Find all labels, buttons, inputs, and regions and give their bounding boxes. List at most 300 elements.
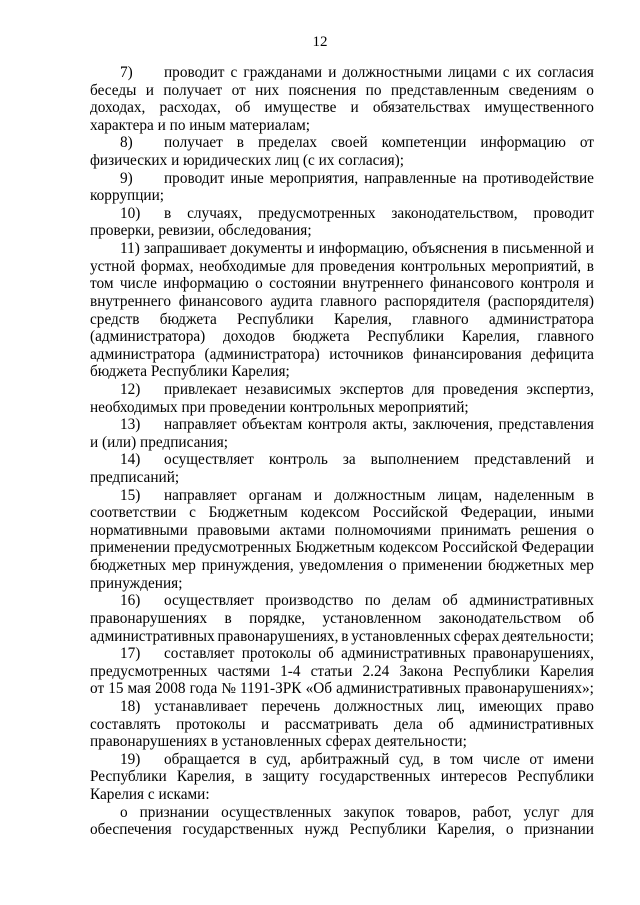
text-line: коррупции; bbox=[90, 187, 165, 205]
document-body bbox=[90, 64, 594, 839]
word: правонарушениях, bbox=[473, 645, 594, 663]
word: представлений bbox=[474, 451, 571, 469]
text-line bbox=[90, 451, 594, 469]
text-line: правонарушениях в установленных сферах деятельности; bbox=[90, 733, 467, 751]
text-line bbox=[90, 258, 594, 276]
word: обращается bbox=[164, 750, 240, 768]
word: рассматривать bbox=[284, 715, 379, 733]
word: в bbox=[586, 257, 594, 275]
word: информацию, bbox=[318, 240, 409, 258]
word: направляет bbox=[164, 486, 237, 504]
word: от bbox=[231, 81, 246, 99]
word: доходах, bbox=[90, 99, 146, 117]
text-line bbox=[90, 170, 594, 188]
word: предусмотренных bbox=[258, 204, 376, 222]
word: услуг bbox=[523, 803, 560, 821]
word: административных bbox=[469, 592, 594, 610]
text-line bbox=[90, 645, 594, 663]
text-line bbox=[90, 64, 594, 82]
word: и bbox=[260, 715, 270, 733]
word: Республики bbox=[517, 768, 594, 786]
word: правовыми bbox=[197, 521, 270, 539]
word: предусмотренных bbox=[174, 539, 292, 557]
word: документы bbox=[230, 240, 303, 258]
text-line bbox=[90, 821, 594, 839]
word: в bbox=[491, 240, 499, 258]
word: право bbox=[556, 697, 594, 715]
word: беседы bbox=[90, 81, 137, 99]
word: осуществленных bbox=[221, 803, 332, 821]
word: заключения, bbox=[412, 416, 494, 434]
word: 11) bbox=[120, 240, 140, 258]
word: сведениям bbox=[508, 81, 577, 99]
word: Республики bbox=[237, 310, 314, 328]
word: иные bbox=[230, 169, 264, 187]
text-line bbox=[90, 592, 594, 610]
text-line bbox=[90, 293, 594, 311]
word: компетенции bbox=[381, 134, 467, 152]
word: представленным bbox=[390, 81, 500, 99]
word: производство bbox=[265, 592, 354, 610]
word: решения bbox=[520, 521, 577, 539]
word: протоколы bbox=[241, 645, 312, 663]
word: «Об bbox=[305, 680, 333, 698]
word: кодексом bbox=[378, 539, 439, 557]
word: и bbox=[145, 81, 154, 99]
word: Республики bbox=[90, 768, 167, 786]
word: в bbox=[224, 609, 232, 627]
text-line bbox=[90, 610, 594, 628]
word: закупок bbox=[343, 803, 395, 821]
text-line: характера и по иным материалам; bbox=[90, 116, 311, 134]
word: письменной bbox=[502, 240, 582, 258]
word: финансового bbox=[429, 275, 514, 293]
item-number: 7) bbox=[120, 64, 133, 81]
page-number: 12 bbox=[312, 34, 328, 50]
word: информацию bbox=[480, 134, 566, 152]
word: аудита bbox=[270, 292, 313, 310]
word: получает bbox=[163, 81, 223, 99]
word: расходах, bbox=[159, 99, 221, 117]
word: уведомления bbox=[299, 557, 384, 575]
word: от bbox=[529, 750, 544, 768]
word: о bbox=[120, 803, 128, 821]
word: том bbox=[449, 750, 474, 768]
word: об bbox=[234, 99, 251, 117]
text-line: проверки, ревизии, обследования; bbox=[90, 222, 312, 240]
word: экспертов bbox=[339, 380, 404, 398]
item-text bbox=[164, 451, 594, 469]
text-line: Карелия с исками: bbox=[90, 785, 210, 803]
word: об bbox=[318, 645, 334, 663]
word: внутреннего bbox=[342, 275, 424, 293]
word: должностными bbox=[342, 64, 442, 81]
word: в bbox=[433, 750, 441, 768]
word: составлять bbox=[90, 715, 161, 733]
word: представления bbox=[498, 416, 594, 434]
word: суд, bbox=[398, 750, 424, 768]
word: в bbox=[244, 768, 253, 786]
word: контроля bbox=[307, 416, 367, 434]
item-number: 12) bbox=[120, 380, 141, 398]
word: Российской bbox=[442, 539, 518, 557]
word: проводит bbox=[533, 204, 594, 222]
word: доходов bbox=[222, 328, 275, 346]
word: выполнением bbox=[370, 451, 460, 469]
text-line bbox=[90, 716, 594, 734]
word: нужд bbox=[304, 821, 339, 839]
word: лиц, bbox=[437, 697, 465, 715]
word: государственных bbox=[319, 768, 431, 786]
word: и bbox=[350, 99, 359, 117]
item-number: 10) bbox=[120, 204, 141, 222]
word: административных bbox=[90, 627, 215, 645]
word: дефицита bbox=[531, 345, 594, 363]
word: мер bbox=[569, 557, 594, 575]
text-line: принуждения; bbox=[90, 574, 183, 592]
word: Бюджетным bbox=[208, 504, 288, 522]
word: информацию bbox=[163, 275, 249, 293]
word: о bbox=[388, 557, 397, 575]
word: Республики bbox=[453, 662, 530, 680]
word: Федерации bbox=[521, 539, 594, 557]
word: применении bbox=[90, 539, 171, 557]
word: органам bbox=[248, 486, 302, 504]
word: распорядителя bbox=[384, 292, 481, 310]
word: бюджетных bbox=[90, 557, 167, 575]
word: (администратора) bbox=[204, 345, 320, 363]
word: устной bbox=[90, 257, 136, 275]
word: актами bbox=[279, 521, 326, 539]
word: средств bbox=[90, 310, 140, 328]
word: числе bbox=[482, 750, 520, 768]
word: гражданами bbox=[243, 64, 323, 81]
word: об bbox=[578, 609, 594, 627]
word: случаях, bbox=[187, 204, 243, 222]
word: законодательством bbox=[438, 609, 562, 627]
word: года bbox=[189, 680, 218, 698]
text-line bbox=[90, 311, 594, 329]
word: главного bbox=[412, 310, 469, 328]
word: финансирования bbox=[412, 345, 522, 363]
item-text bbox=[164, 416, 594, 434]
word: о bbox=[255, 275, 263, 293]
item-text bbox=[164, 645, 594, 663]
word: имеющих bbox=[478, 697, 543, 715]
word: для bbox=[412, 380, 435, 398]
word: дела bbox=[393, 715, 423, 733]
item-text bbox=[164, 64, 594, 82]
word: внутреннего bbox=[90, 292, 172, 310]
word: установленном bbox=[322, 609, 422, 627]
word: объектам bbox=[242, 416, 303, 434]
word: протоколы bbox=[176, 715, 246, 733]
word: полномочиями bbox=[334, 521, 432, 539]
word: 18) bbox=[120, 697, 141, 715]
text-line: бюджета Республики Карелия; bbox=[90, 363, 290, 381]
word: состоянии bbox=[269, 275, 337, 293]
text-line bbox=[90, 82, 594, 100]
text-line bbox=[90, 522, 594, 540]
word: товаров, bbox=[406, 803, 461, 821]
word: защиту bbox=[262, 768, 310, 786]
word: (администратора) bbox=[90, 328, 206, 346]
text-line bbox=[90, 557, 594, 575]
word: от bbox=[579, 134, 594, 152]
text-line: и (или) предписания; bbox=[90, 433, 229, 451]
item-text bbox=[164, 205, 594, 223]
word: в bbox=[164, 204, 172, 222]
word: них bbox=[255, 81, 280, 99]
word: Федерации, bbox=[460, 504, 537, 522]
word: для bbox=[571, 803, 594, 821]
word: правонарушениях, bbox=[217, 627, 339, 645]
word: осуществляет bbox=[164, 592, 254, 610]
text-line bbox=[90, 487, 594, 505]
word: Российской bbox=[372, 504, 448, 522]
word: формах, bbox=[140, 257, 194, 275]
word: и bbox=[328, 64, 337, 81]
word: Карелия bbox=[539, 662, 594, 680]
word: частями bbox=[217, 662, 271, 680]
text-line bbox=[90, 663, 594, 681]
item-number: 19) bbox=[120, 750, 141, 768]
word: предусмотренных bbox=[90, 662, 208, 680]
word: административных bbox=[336, 680, 461, 698]
word: на bbox=[462, 169, 478, 187]
word: признании bbox=[139, 803, 210, 821]
word: контроля bbox=[520, 275, 580, 293]
item-text bbox=[164, 487, 594, 505]
item-number: 14) bbox=[120, 451, 141, 469]
word: мероприятия, bbox=[269, 169, 359, 187]
word: нормативными bbox=[90, 521, 188, 539]
text-line bbox=[90, 698, 594, 716]
word: с bbox=[189, 504, 196, 522]
item-text bbox=[164, 134, 594, 152]
word: применении bbox=[402, 557, 483, 575]
word: принимать bbox=[440, 521, 511, 539]
word: кодексом bbox=[300, 504, 360, 522]
word: необходимые bbox=[199, 257, 287, 275]
word: финансового bbox=[178, 292, 263, 310]
word: объяснения bbox=[412, 240, 488, 258]
word: Республики bbox=[367, 328, 445, 346]
word: мер bbox=[171, 557, 196, 575]
word: Бюджетным bbox=[295, 539, 375, 557]
text-line bbox=[90, 768, 594, 786]
item-text bbox=[164, 381, 594, 399]
word: акты, bbox=[372, 416, 408, 434]
word: с bbox=[502, 64, 510, 81]
word: привлекает bbox=[164, 380, 237, 398]
word: мероприятий, bbox=[491, 257, 582, 275]
word: и bbox=[306, 240, 315, 258]
word: обязательствах bbox=[372, 99, 471, 117]
word: 2.24 bbox=[362, 662, 390, 680]
item-text bbox=[164, 170, 594, 188]
word: администратора bbox=[90, 345, 196, 363]
word: обеспечения bbox=[90, 821, 172, 839]
word: арбитражный bbox=[300, 750, 390, 768]
word: 1191-ЗРК bbox=[240, 680, 302, 698]
word: правонарушениях bbox=[90, 609, 208, 627]
word: для bbox=[291, 257, 315, 275]
word: пределах bbox=[257, 134, 318, 152]
word: интересов bbox=[440, 768, 508, 786]
text-line bbox=[90, 205, 594, 223]
word: Карелия, bbox=[437, 821, 495, 839]
word: контроль bbox=[268, 451, 328, 469]
text-line bbox=[90, 328, 594, 346]
text-line bbox=[90, 751, 594, 769]
word: лицам, bbox=[437, 486, 483, 504]
text-line: необходимых при проведении контрольных мероприятий; bbox=[90, 398, 469, 416]
text-line bbox=[90, 381, 594, 399]
word: от bbox=[90, 680, 105, 698]
word: направляет bbox=[164, 416, 237, 434]
word: в bbox=[586, 486, 594, 504]
word: лицами bbox=[448, 64, 497, 81]
word: № bbox=[221, 680, 236, 698]
word: независимых bbox=[245, 380, 332, 398]
word: об bbox=[442, 592, 458, 610]
word: соответствии bbox=[90, 504, 177, 522]
word: их bbox=[515, 64, 532, 81]
word: запрашивает bbox=[143, 240, 227, 258]
word: имени bbox=[552, 750, 594, 768]
word: (распорядителя) bbox=[487, 292, 594, 310]
word: по bbox=[364, 592, 381, 610]
word: источников bbox=[329, 345, 404, 363]
word: установленных bbox=[351, 627, 451, 645]
item-number: 8) bbox=[120, 134, 133, 152]
word: законодательством, bbox=[391, 204, 518, 222]
word: наделенным bbox=[494, 486, 575, 504]
word: проведения bbox=[442, 380, 519, 398]
text-line bbox=[90, 416, 594, 434]
text-line bbox=[90, 99, 594, 117]
word: с bbox=[230, 64, 238, 81]
word: работ, bbox=[472, 803, 512, 821]
word: получает bbox=[164, 134, 223, 152]
word: в bbox=[341, 627, 349, 645]
word: признании bbox=[524, 821, 594, 839]
word: суд, bbox=[266, 750, 291, 768]
word: бюджета bbox=[292, 328, 350, 346]
word: экспертиз, bbox=[526, 380, 594, 398]
text-line: физических и юридических лиц (с их согласия); bbox=[90, 152, 404, 170]
word: административных bbox=[341, 645, 466, 663]
word: том bbox=[90, 275, 114, 293]
text-line bbox=[90, 134, 594, 152]
word: 15 bbox=[108, 680, 124, 698]
word: мая bbox=[127, 680, 151, 698]
word: должностным bbox=[334, 486, 426, 504]
text-line bbox=[90, 275, 594, 293]
word: Карелия, bbox=[176, 768, 235, 786]
word: перечень bbox=[261, 697, 321, 715]
word: бюджета bbox=[159, 310, 217, 328]
text-line: предписаний; bbox=[90, 469, 180, 487]
item-number: 15) bbox=[120, 486, 141, 504]
word: об bbox=[438, 715, 454, 733]
word: проводит bbox=[164, 64, 225, 81]
word: главного bbox=[320, 292, 377, 310]
item-text bbox=[164, 751, 594, 769]
word: статьи bbox=[310, 662, 353, 680]
word: противодействие bbox=[483, 169, 594, 187]
word: о bbox=[586, 521, 594, 539]
item-number: 16) bbox=[120, 592, 141, 610]
word: проведения bbox=[319, 257, 395, 275]
word: сферах bbox=[453, 627, 500, 645]
text-line bbox=[90, 628, 594, 646]
word: иными bbox=[549, 504, 594, 522]
item-number: 13) bbox=[120, 416, 141, 434]
word: Карелия, bbox=[461, 328, 520, 346]
word: осуществляет bbox=[164, 451, 254, 469]
text-line bbox=[90, 680, 594, 698]
word: контрольных bbox=[400, 257, 486, 275]
word: главного bbox=[537, 328, 594, 346]
word: Республики bbox=[349, 821, 427, 839]
word: составляет bbox=[164, 645, 235, 663]
item-number: 17) bbox=[120, 645, 141, 663]
word: должностных bbox=[334, 697, 424, 715]
word: правонарушениях»; bbox=[464, 680, 594, 698]
word: делам bbox=[392, 592, 431, 610]
word: своей bbox=[330, 134, 368, 152]
word: устанавливает bbox=[154, 697, 248, 715]
word: по bbox=[365, 81, 382, 99]
word: 1-4 bbox=[280, 662, 301, 680]
text-line bbox=[90, 346, 594, 364]
text-line bbox=[90, 804, 594, 822]
word: проводит bbox=[164, 169, 225, 187]
word: о bbox=[505, 821, 514, 839]
word: административных bbox=[469, 715, 594, 733]
word: и bbox=[313, 486, 323, 504]
word: бюджетных bbox=[487, 557, 565, 575]
text-line bbox=[90, 240, 594, 258]
word: числе bbox=[119, 275, 157, 293]
word: Закона bbox=[399, 662, 444, 680]
item-number: 9) bbox=[120, 169, 133, 187]
word: за bbox=[342, 451, 356, 469]
word: и bbox=[585, 240, 594, 258]
word: 2008 bbox=[154, 680, 186, 698]
word: принуждения, bbox=[201, 557, 294, 575]
word: администратора bbox=[488, 310, 594, 328]
word: в bbox=[236, 134, 245, 152]
text-line bbox=[90, 539, 594, 557]
word: и bbox=[585, 451, 594, 469]
word: государственных bbox=[182, 821, 294, 839]
word: деятельности; bbox=[502, 627, 594, 645]
word: о bbox=[586, 81, 594, 99]
word: имущественного bbox=[484, 99, 594, 117]
word: и bbox=[585, 275, 594, 293]
item-text bbox=[164, 592, 594, 610]
text-line bbox=[90, 504, 594, 522]
word: Карелия, bbox=[333, 310, 392, 328]
word: согласия bbox=[537, 64, 594, 81]
word: порядке, bbox=[249, 609, 306, 627]
word: пояснения bbox=[288, 81, 357, 99]
word: в bbox=[249, 750, 257, 768]
word: имуществе bbox=[264, 99, 337, 117]
